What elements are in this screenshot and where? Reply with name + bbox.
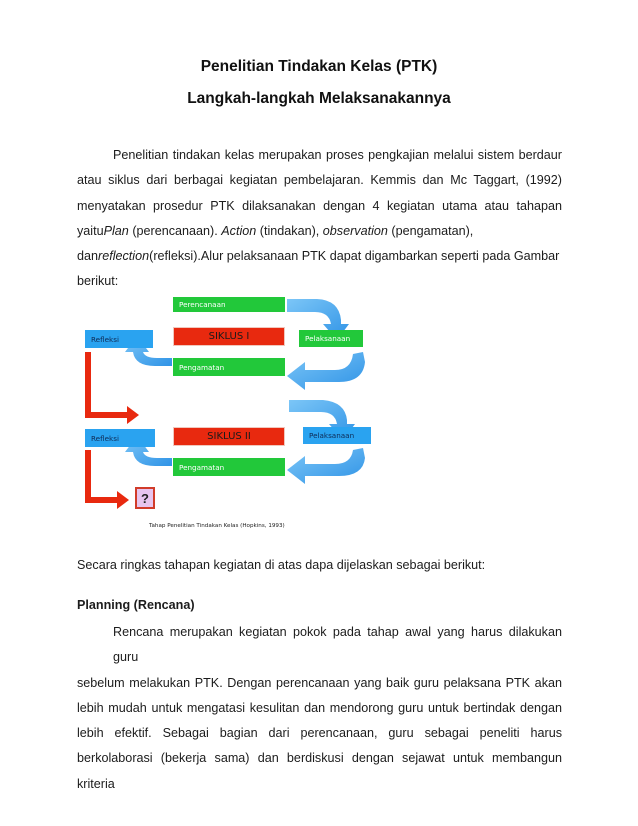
box-pengamatan-2: Pengamatan xyxy=(173,458,285,476)
text-yaitu: yaitu xyxy=(77,223,104,238)
planning-line-3: lebih mudah untuk mengatasi kesulitan dan mendorong guru untuk bertindak dengan xyxy=(77,700,562,715)
text-tindakan: (tindakan), xyxy=(256,223,323,238)
text-perencanaan: (perencanaan). xyxy=(128,223,222,238)
text-alur: (refleksi).Alur pelaksanaan PTK dapat digambarkan seperti pada Gambar xyxy=(149,249,560,264)
intro-line-1: Penelitian tindakan kelas merupakan proses pengkajian melalui sistem berdaur xyxy=(113,148,562,162)
box-refleksi-2: Refleksi xyxy=(85,429,155,447)
intro-line-6: berikut: xyxy=(77,274,119,289)
box-pelaksanaan-1: Pelaksanaan xyxy=(299,330,363,347)
planning-paragraph xyxy=(77,620,562,797)
intro-paragraph xyxy=(77,143,562,295)
intro-line-5 xyxy=(77,244,562,269)
text-pengamatan: (pengamatan), xyxy=(387,223,474,238)
planning-line-1: Rencana merupakan kegiatan pokok pada tahap awal yang harus dilakukan guru xyxy=(113,625,562,665)
box-perencanaan: Perencanaan xyxy=(173,297,285,312)
text-dan: dan xyxy=(77,249,99,264)
intro-line-4 xyxy=(77,219,562,244)
planning-heading: Planning (Rencana) xyxy=(77,598,195,612)
document-title: Penelitian Tindakan Kelas (PTK) xyxy=(200,58,438,75)
term-observation: observation xyxy=(322,223,388,238)
intro-line-3: menyatakan prosedur PTK dilaksanakan dengan 4 kegiatan utama atau tahapan xyxy=(77,198,562,213)
document-subtitle: Langkah-langkah Melaksanakannya xyxy=(187,90,451,107)
planning-line-2: sebelum melakukan PTK. Dengan perencanaan yang baik guru pelaksana PTK akan xyxy=(77,675,562,690)
term-reflection: reflection xyxy=(98,249,150,264)
question-box: ? xyxy=(135,487,155,509)
diagram-caption: Tahap Penelitian Tindakan Kelas (Hopkins, 1993) xyxy=(149,523,285,529)
box-siklus-2: SIKLUS II xyxy=(173,427,285,446)
box-pelaksanaan-2: Pelaksanaan xyxy=(303,427,371,444)
term-action: Action xyxy=(221,223,257,238)
intro-line-2: atau siklus dari berbagai kegiatan pembelajaran. Kemmis dan Mc Taggart, (1992) xyxy=(77,173,562,188)
curved-arrow-icon xyxy=(287,352,365,390)
elbow-arrow-icon xyxy=(85,352,139,424)
box-siklus-1: SIKLUS I xyxy=(173,327,285,346)
ptk-cycle-diagram xyxy=(77,290,387,536)
box-refleksi-1: Refleksi xyxy=(85,330,153,348)
curved-arrow-icon xyxy=(287,448,365,484)
summary-line: Secara ringkas tahapan kegiatan di atas dapa dijelaskan sebagai berikut: xyxy=(77,558,486,572)
elbow-arrow-icon xyxy=(85,450,129,509)
box-pengamatan-1: Pengamatan xyxy=(173,358,285,376)
planning-line-5: berkolaborasi (bekerja sama) dan berdiskusi dengan sejawat untuk membangun kriteria xyxy=(77,751,562,791)
term-plan: Plan xyxy=(103,223,129,238)
planning-line-4: lebih efektif. Sebagai bagian dari perencanaan, guru sebagai peneliti harus xyxy=(77,726,562,741)
